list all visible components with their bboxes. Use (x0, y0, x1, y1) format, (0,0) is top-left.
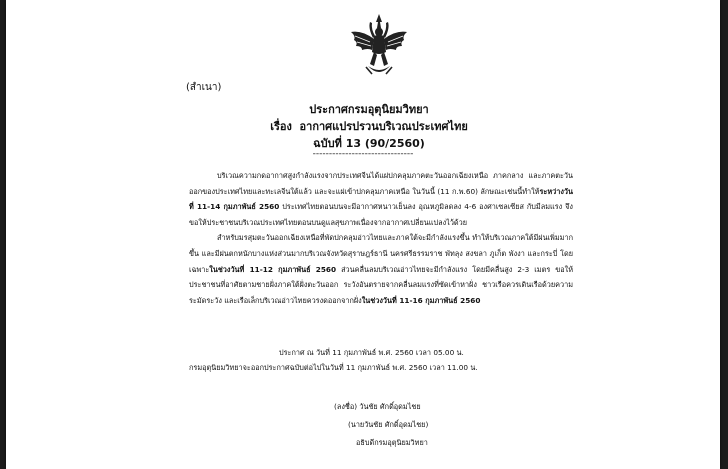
paragraph-2: สำหรับมรสุมตะวันออกเฉียงเหนือที่พัดปกคลุมอ่าวไทยและภาคใต้จะมีกำลังแรงขึ้น ทำให้บริเวณภาคใต้มีฝนเพิ่มมากขึ้น และมีฝนตกหนักบางแห่งส่วนมากบริเวณจังหวัดสุราษฎร์ธานี นครศรีธรรมราช พัทลุง สงขลา ภูเก็ต พังงา และกระบี่ โดยเฉพาะในช่วงวันที่ 11-12 กุมภาพันธ์ 2560 ส่วนคลื่นลมบริเวณอ่าวไทยจะมีกำลังแรง โดยมีคลื่นสูง 2-3 เมตร ขอให้ประชาชนที่อาศัยตามชายฝั่งภาคใต้ฝั่งตะวันออก ระวังอันตรายจากคลื่นลมแรงที่ซัดเข้าหาฝั่ง ชาวเรือควรเดินเรือด้วยความระมัดระวัง และเรือเล็กบริเวณอ่าวไทยควรงดออกจากฝั่งในช่วงวันที่ 11-16 กุมภาพันธ์ 2560 (189, 233, 574, 305)
signer-title: อธิบดีกรมอุตุนิยมวิทยา (356, 438, 428, 447)
signature: (ลงชื่อ) วันชัย ศักดิ์อุดมไชย (334, 402, 421, 411)
issuance-block (189, 345, 589, 375)
subject-label: เรื่อง (270, 120, 292, 133)
issue-number: ฉบับที่ 13 (90/2560) (313, 137, 425, 150)
page-title: ประกาศกรมอุตุนิยมวิทยา (309, 103, 429, 116)
separator-line: ------------------------------- (312, 149, 414, 159)
copy-label: (สำเนา) (186, 82, 222, 93)
next-issue-line: กรมอุตุนิยมวิทยาจะออกประกาศฉบับต่อไปในวันที่ 11 กุมภาพันธ์ พ.ศ. 2560 เวลา 11.00 น. (189, 363, 478, 372)
paragraph-1: บริเวณความกดอากาศสูงกำลังแรงจากประเทศจีนได้แผ่ปกคลุมภาคตะวันออกเฉียงเหนือ ภาคกลาง และภาคตะวันออกของประเทศไทยและทะเลจีนใต้แล้ว และจะแผ่เข้าปกคลุมภาคเหนือ ในวันนี้ (11 ก.พ.60) ลักษณะเช่นนี้ทำให้ระหว่างวันที่ 11-14 กุมภาพันธ์ 2560 ประเทศไทยตอนบนจะมีอากาศหนาวเย็นลง อุณหภูมิลดลง 4-6 องศาเซลเซียส กับมีลมแรง จึงขอให้ประชาชนบริเวณประเทศไทยตอนบนดูแลสุขภาพเนื่องจากอากาศเปลี่ยนแปลงไว้ด้วย (189, 171, 573, 227)
subject-line (12, 117, 726, 135)
garuda-emblem-icon (348, 12, 410, 78)
issued-line: ประกาศ ณ วันที่ 11 กุมภาพันธ์ พ.ศ. 2560 เวลา 05.00 น. (279, 348, 464, 357)
subject-text: อากาศแปรปรวนบริเวณประเทศไทย (299, 120, 468, 133)
announcement-body (189, 168, 573, 308)
document-page (6, 0, 720, 469)
signer-name: (นายวันชัย ศักดิ์อุดมไชย) (348, 420, 429, 429)
